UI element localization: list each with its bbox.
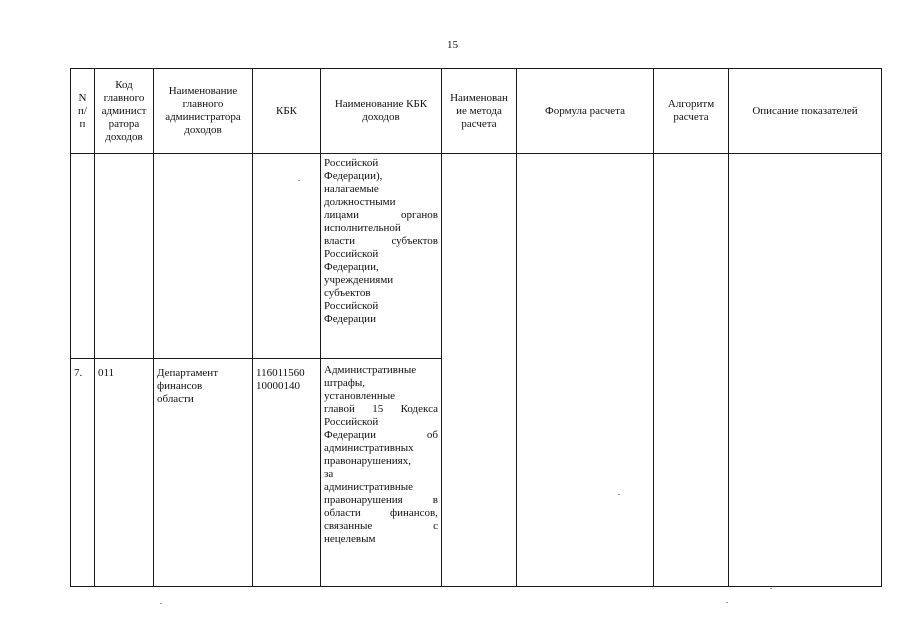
- text-line: доходов: [184, 124, 222, 136]
- scan-speck: [726, 602, 728, 603]
- text-line: области: [157, 393, 194, 405]
- scan-speck: [298, 180, 300, 181]
- text-line: Департамент: [157, 367, 219, 379]
- row-kbk-name: [321, 359, 442, 587]
- header-admin-code: [95, 69, 154, 154]
- text-line: финансов: [157, 380, 203, 392]
- row-method-name: [442, 154, 517, 587]
- header-number: [71, 69, 95, 154]
- text-line: Российской: [324, 300, 379, 312]
- text-line: Административные: [324, 364, 417, 376]
- text-line: Российской: [324, 416, 379, 428]
- text-line: учреждениями: [324, 274, 394, 286]
- row-formula: [517, 154, 654, 587]
- text-line: административных: [324, 442, 414, 454]
- row-kbk: [253, 154, 321, 359]
- text-line: Российской: [324, 248, 379, 260]
- text-line: правонарушения в: [324, 494, 438, 506]
- text-line: Федерации,: [324, 261, 379, 273]
- text-line: главного: [182, 98, 224, 110]
- row-kbk-name: [321, 154, 442, 359]
- text-line: Федерации: [324, 313, 376, 325]
- text-line: связанные с: [324, 520, 438, 532]
- text-line: доходов: [362, 111, 400, 123]
- row-admin-code: [95, 154, 154, 359]
- text-line: Формула расчета: [545, 104, 625, 117]
- text-line: налагаемые: [324, 183, 379, 195]
- text-line: Наименование КБК: [334, 98, 428, 110]
- text-line: Наименование: [168, 85, 238, 97]
- row-admin-name: [154, 359, 253, 587]
- header-algorithm: [654, 69, 729, 154]
- text-line: правонарушениях,: [324, 455, 411, 467]
- page-number: 15: [447, 39, 458, 51]
- text-line: исполнительной: [324, 222, 401, 234]
- text-line: расчета: [673, 111, 709, 123]
- text-line: админист: [101, 104, 147, 117]
- row-admin-name: [154, 154, 253, 359]
- text-line: Федерации об: [324, 429, 438, 441]
- text-line: области финансов,: [324, 507, 438, 519]
- header-kbk: [253, 69, 321, 154]
- text-line: N: [78, 91, 87, 104]
- text-line: Российской: [324, 157, 379, 169]
- text-line: ратора: [108, 117, 140, 130]
- text-line: главой 15 Кодекса: [324, 403, 438, 415]
- text-line: доходов: [105, 130, 143, 143]
- text-line: КБК: [276, 104, 297, 117]
- header-kbk-name: [321, 69, 442, 154]
- text-line: штрафы,: [324, 377, 366, 389]
- text-line: власти субъектов: [324, 235, 438, 247]
- header-indicators: [729, 69, 882, 154]
- text-line: ие метода: [456, 104, 502, 117]
- row-indicators: [729, 154, 882, 587]
- text-line: субъектов: [324, 287, 371, 299]
- text-line: должностными: [324, 196, 396, 208]
- text-line: Наименован: [450, 91, 508, 104]
- revenue-forecast-table: [70, 68, 882, 587]
- text-line: лицами органов: [324, 209, 438, 221]
- row-kbk: [253, 359, 321, 587]
- scan-speck: [770, 588, 772, 589]
- text-line: Алгоритм: [667, 98, 715, 110]
- text-line: Описание показателей: [752, 104, 858, 117]
- header-admin-name: [154, 69, 253, 154]
- text-line: п/: [78, 104, 87, 117]
- text-line: 116011560: [256, 367, 305, 379]
- text-line: 10000140: [256, 380, 300, 392]
- text-line: расчета: [461, 117, 497, 130]
- text-line: административные: [324, 481, 414, 493]
- text-line: установленные: [324, 390, 396, 402]
- table-row: [71, 154, 882, 359]
- header-method-name: [442, 69, 517, 154]
- text-line: нецелевым: [324, 533, 376, 545]
- header-formula: [517, 69, 654, 154]
- text-line: Код: [115, 78, 133, 91]
- row-number: [71, 154, 95, 359]
- scan-speck: [618, 494, 620, 495]
- row-algorithm: [654, 154, 729, 587]
- text-line: п: [79, 117, 86, 130]
- row-number: 7.: [71, 359, 95, 587]
- text-line: за: [324, 468, 334, 480]
- text-line: главного: [103, 91, 145, 104]
- text-line: администратора: [165, 111, 241, 123]
- row-admin-code: 011: [95, 359, 154, 587]
- scan-speck: [160, 603, 162, 604]
- table-header-row: [71, 69, 882, 154]
- text-line: Федерации),: [324, 170, 383, 182]
